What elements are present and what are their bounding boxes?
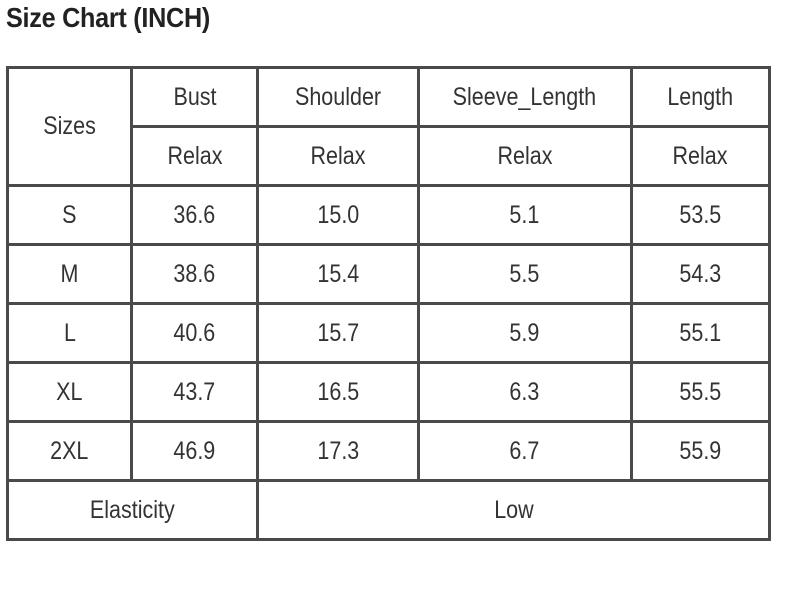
table-row [8,304,770,363]
length-cell: 55.9 [631,422,769,481]
header-row [8,68,770,127]
shoulder-cell: 15.7 [258,304,418,363]
column-header-bust: Bust [132,68,258,127]
size-cell: XL [8,363,132,422]
sleeve-length-cell: 5.9 [418,304,631,363]
size-cell: L [8,304,132,363]
length-cell: 55.1 [631,304,769,363]
size-cell: 2XL [8,422,132,481]
size-cell: M [8,245,132,304]
elasticity-value: Low [258,481,770,540]
shoulder-cell: 17.3 [258,422,418,481]
shoulder-cell: 15.0 [258,186,418,245]
table-row [8,363,770,422]
column-header-length: Length [631,68,769,127]
sub-header-cell: Relax [132,127,258,186]
sub-header-cell: Relax [631,127,769,186]
bust-cell: 36.6 [132,186,258,245]
sleeve-length-cell: 5.5 [418,245,631,304]
bust-cell: 43.7 [132,363,258,422]
page-title: Size Chart (INCH) [6,2,211,33]
column-header-sizes: Sizes [8,68,132,186]
table-row [8,422,770,481]
sub-header-cell: Relax [418,127,631,186]
column-header-sleeve-length: Sleeve_Length [418,68,631,127]
sleeve-length-cell: 6.7 [418,422,631,481]
bust-cell: 40.6 [132,304,258,363]
table-row [8,245,770,304]
bust-cell: 46.9 [132,422,258,481]
sleeve-length-cell: 5.1 [418,186,631,245]
size-cell: S [8,186,132,245]
column-header-shoulder: Shoulder [258,68,418,127]
length-cell: 54.3 [631,245,769,304]
length-cell: 55.5 [631,363,769,422]
shoulder-cell: 15.4 [258,245,418,304]
elasticity-row [8,481,770,540]
bust-cell: 38.6 [132,245,258,304]
length-cell: 53.5 [631,186,769,245]
shoulder-cell: 16.5 [258,363,418,422]
table-row [8,186,770,245]
elasticity-label: Elasticity [8,481,258,540]
size-chart-table [6,66,771,541]
sub-header-cell: Relax [258,127,418,186]
sleeve-length-cell: 6.3 [418,363,631,422]
